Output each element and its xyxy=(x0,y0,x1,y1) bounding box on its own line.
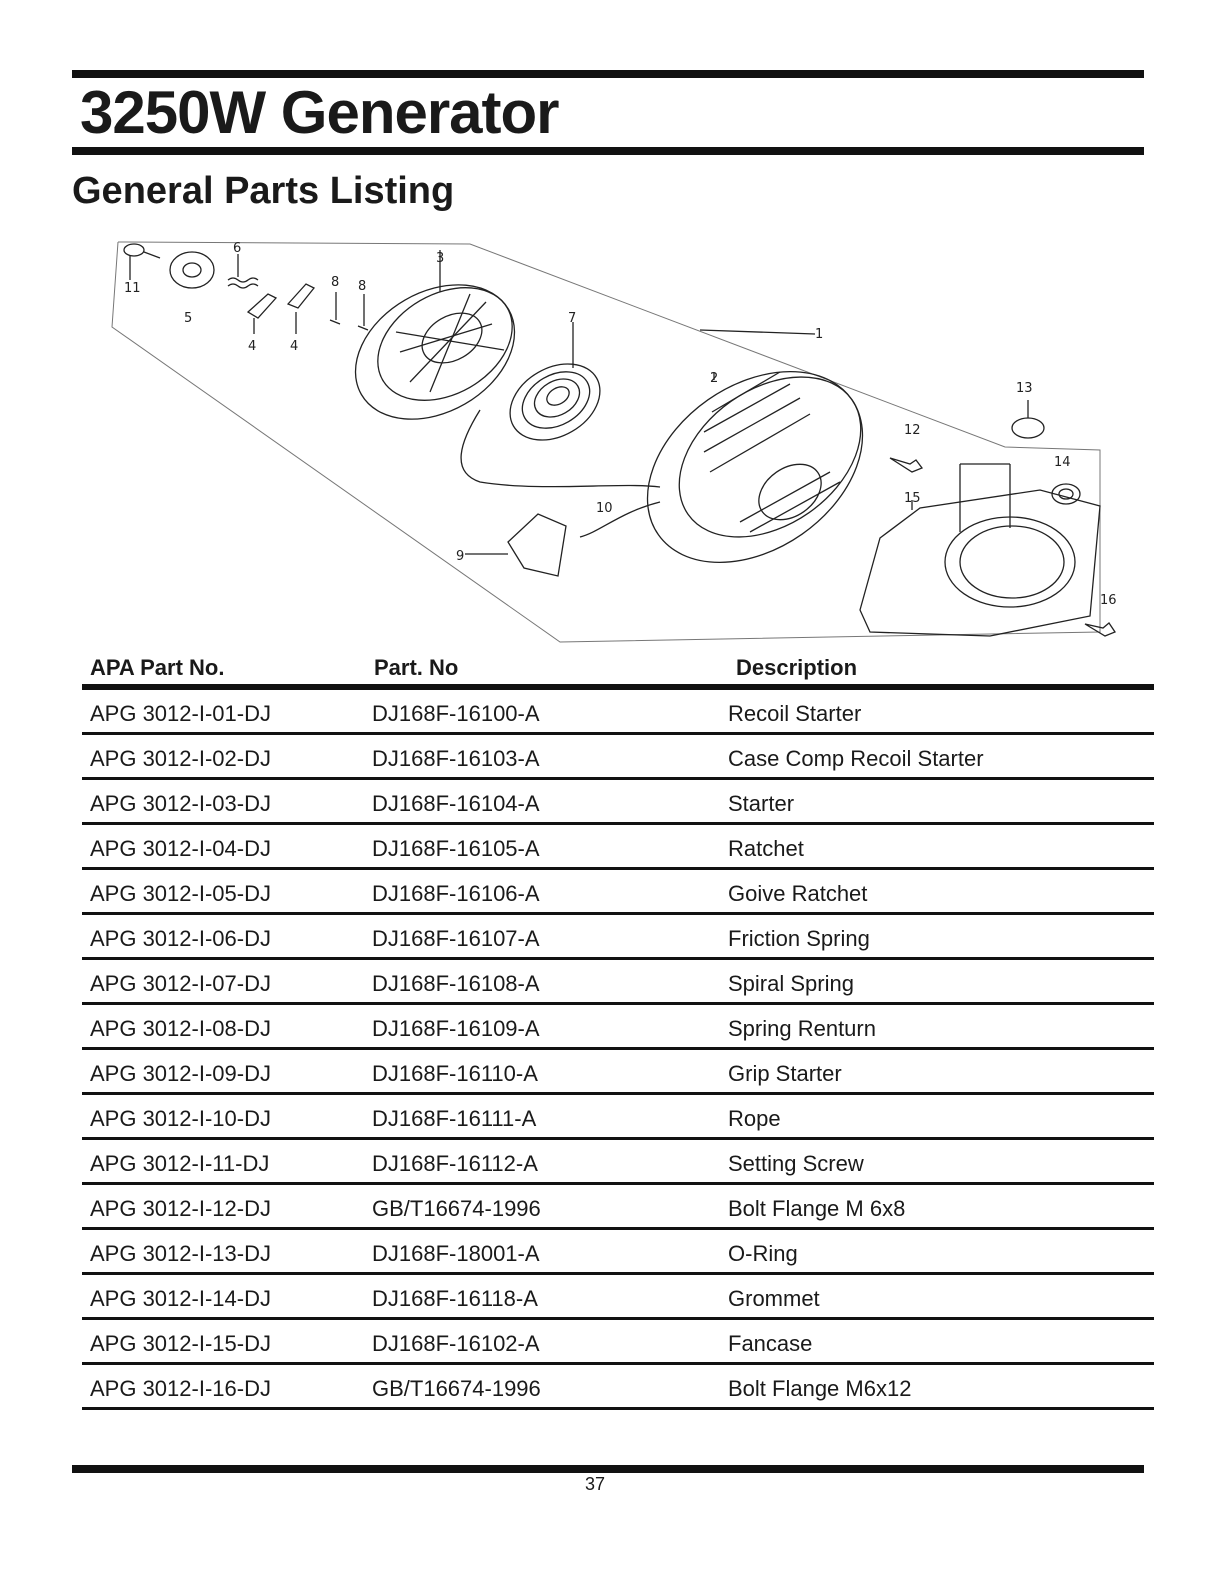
table-row xyxy=(82,690,1154,735)
part-no-cell: DJ168F-16106-A xyxy=(372,881,540,906)
callout-label: 12 xyxy=(904,423,921,438)
table-row xyxy=(82,735,1154,780)
table-header xyxy=(82,652,1154,690)
column-header-apa-part-no: APA Part No. xyxy=(90,655,225,680)
section-subtitle: General Parts Listing xyxy=(72,170,455,212)
description-cell: Spiral Spring xyxy=(728,971,854,996)
description-cell: Bolt Flange M 6x8 xyxy=(728,1196,906,1221)
table-row xyxy=(82,825,1154,870)
apa-part-no-cell: APG 3012-I-13-DJ xyxy=(90,1241,271,1266)
callout-label: 3 xyxy=(436,251,445,266)
part-no-cell: DJ168F-16112-A xyxy=(372,1151,538,1176)
table-row xyxy=(82,1230,1154,1275)
part-no-cell: DJ168F-16107-A xyxy=(372,926,540,951)
table-row xyxy=(82,960,1154,1005)
part-no-cell: DJ168F-16102-A xyxy=(372,1331,540,1356)
part-4-ratchet xyxy=(248,284,314,334)
description-cell: Case Comp Recoil Starter xyxy=(728,746,984,771)
bottom-rule xyxy=(72,1465,1144,1473)
description-cell: Rope xyxy=(728,1106,781,1131)
apa-part-no-cell: APG 3012-I-03-DJ xyxy=(90,791,271,816)
column-header-description: Description xyxy=(736,655,858,680)
description-cell: Recoil Starter xyxy=(728,701,862,726)
callout-label: 2 xyxy=(710,371,719,386)
callout-label: 10 xyxy=(596,501,613,516)
table-row xyxy=(82,780,1154,825)
callout-label: 6 xyxy=(233,241,242,256)
apa-part-no-cell: APG 3012-I-05-DJ xyxy=(90,881,271,906)
part-6-friction-spring xyxy=(228,254,258,288)
callout-label: 8 xyxy=(358,279,367,294)
top-rule xyxy=(72,70,1144,78)
part-no-cell: DJ168F-16104-A xyxy=(372,791,540,816)
callout-label: 13 xyxy=(1016,381,1033,396)
page-number: 37 xyxy=(584,1474,606,1494)
description-cell: Grommet xyxy=(728,1286,820,1311)
apa-part-no-cell: APG 3012-I-16-DJ xyxy=(90,1376,271,1401)
description-cell: Spring Renturn xyxy=(728,1016,876,1041)
part-15-fancase xyxy=(860,490,1100,636)
apa-part-no-cell: APG 3012-I-07-DJ xyxy=(90,971,271,996)
part-13-o-ring xyxy=(960,400,1044,532)
callout-label: 14 xyxy=(1054,455,1071,470)
apa-part-no-cell: APG 3012-I-10-DJ xyxy=(90,1106,271,1131)
part-no-cell: DJ168F-16108-A xyxy=(372,971,540,996)
apa-part-no-cell: APG 3012-I-12-DJ xyxy=(90,1196,271,1221)
callout-label: 16 xyxy=(1100,593,1117,608)
apa-part-no-cell: APG 3012-I-01-DJ xyxy=(90,701,271,726)
part-no-cell: GB/T16674-1996 xyxy=(372,1376,541,1401)
apa-part-no-cell: APG 3012-I-02-DJ xyxy=(90,746,271,771)
part-2-case-comp xyxy=(611,332,898,602)
callout-label: 15 xyxy=(904,491,921,506)
table-row xyxy=(82,1050,1154,1095)
part-10-rope xyxy=(461,410,660,537)
part-8-spring-return xyxy=(330,292,368,330)
description-cell: Friction Spring xyxy=(728,926,870,951)
apa-part-no-cell: APG 3012-I-08-DJ xyxy=(90,1016,271,1041)
part-no-cell: DJ168F-16109-A xyxy=(372,1016,540,1041)
callout-label: 5 xyxy=(184,311,193,326)
callout-label: 9 xyxy=(456,549,465,564)
table-row xyxy=(82,1140,1154,1185)
part-no-cell: GB/T16674-1996 xyxy=(372,1196,541,1221)
callout-label: 7 xyxy=(568,311,577,326)
callout-label: 4 xyxy=(248,339,257,354)
description-cell: Setting Screw xyxy=(728,1151,864,1176)
table-body xyxy=(82,690,1154,1410)
description-cell: O-Ring xyxy=(728,1241,798,1266)
description-cell: Ratchet xyxy=(728,836,804,861)
part-11-setting-screw xyxy=(124,244,160,280)
apa-part-no-cell: APG 3012-I-06-DJ xyxy=(90,926,271,951)
table-row xyxy=(82,1185,1154,1230)
description-cell: Bolt Flange M6x12 xyxy=(728,1376,912,1401)
table-row xyxy=(82,915,1154,960)
parts-table xyxy=(82,652,1154,1410)
part-no-cell: DJ168F-16110-A xyxy=(372,1061,538,1086)
part-no-cell: DJ168F-18001-A xyxy=(372,1241,540,1266)
apa-part-no-cell: APG 3012-I-15-DJ xyxy=(90,1331,271,1356)
description-cell: Grip Starter xyxy=(728,1061,842,1086)
description-cell: Starter xyxy=(728,791,795,816)
page-title: 3250W Generator xyxy=(80,79,559,146)
part-5-goive-ratchet xyxy=(170,252,214,288)
apa-part-no-cell: APG 3012-I-14-DJ xyxy=(90,1286,271,1311)
table-row xyxy=(82,1365,1154,1410)
part-no-cell: DJ168F-16111-A xyxy=(372,1106,537,1131)
part-no-cell: DJ168F-16118-A xyxy=(372,1286,538,1311)
callout-label: 1 xyxy=(815,327,824,342)
callout-label: 11 xyxy=(124,281,141,296)
column-header-part-no: Part. No xyxy=(374,655,459,680)
title-rule xyxy=(72,147,1144,155)
callout-label: 4 xyxy=(290,339,299,354)
table-row xyxy=(82,1320,1154,1365)
description-cell: Goive Ratchet xyxy=(728,881,868,906)
apa-part-no-cell: APG 3012-I-04-DJ xyxy=(90,836,271,861)
part-no-cell: DJ168F-16100-A xyxy=(372,701,540,726)
table-row xyxy=(82,1095,1154,1140)
exploded-parts-diagram xyxy=(100,232,1140,652)
part-no-cell: DJ168F-16103-A xyxy=(372,746,540,771)
description-cell: Fancase xyxy=(728,1331,813,1356)
part-no-cell: DJ168F-16105-A xyxy=(372,836,540,861)
part-9-grip-starter xyxy=(465,514,566,576)
table-row xyxy=(82,1275,1154,1320)
apa-part-no-cell: APG 3012-I-09-DJ xyxy=(90,1061,271,1086)
table-row xyxy=(82,1005,1154,1050)
apa-part-no-cell: APG 3012-I-11-DJ xyxy=(90,1151,270,1176)
part-12-bolt xyxy=(890,458,922,472)
callout-label: 8 xyxy=(331,275,340,290)
table-row xyxy=(82,870,1154,915)
